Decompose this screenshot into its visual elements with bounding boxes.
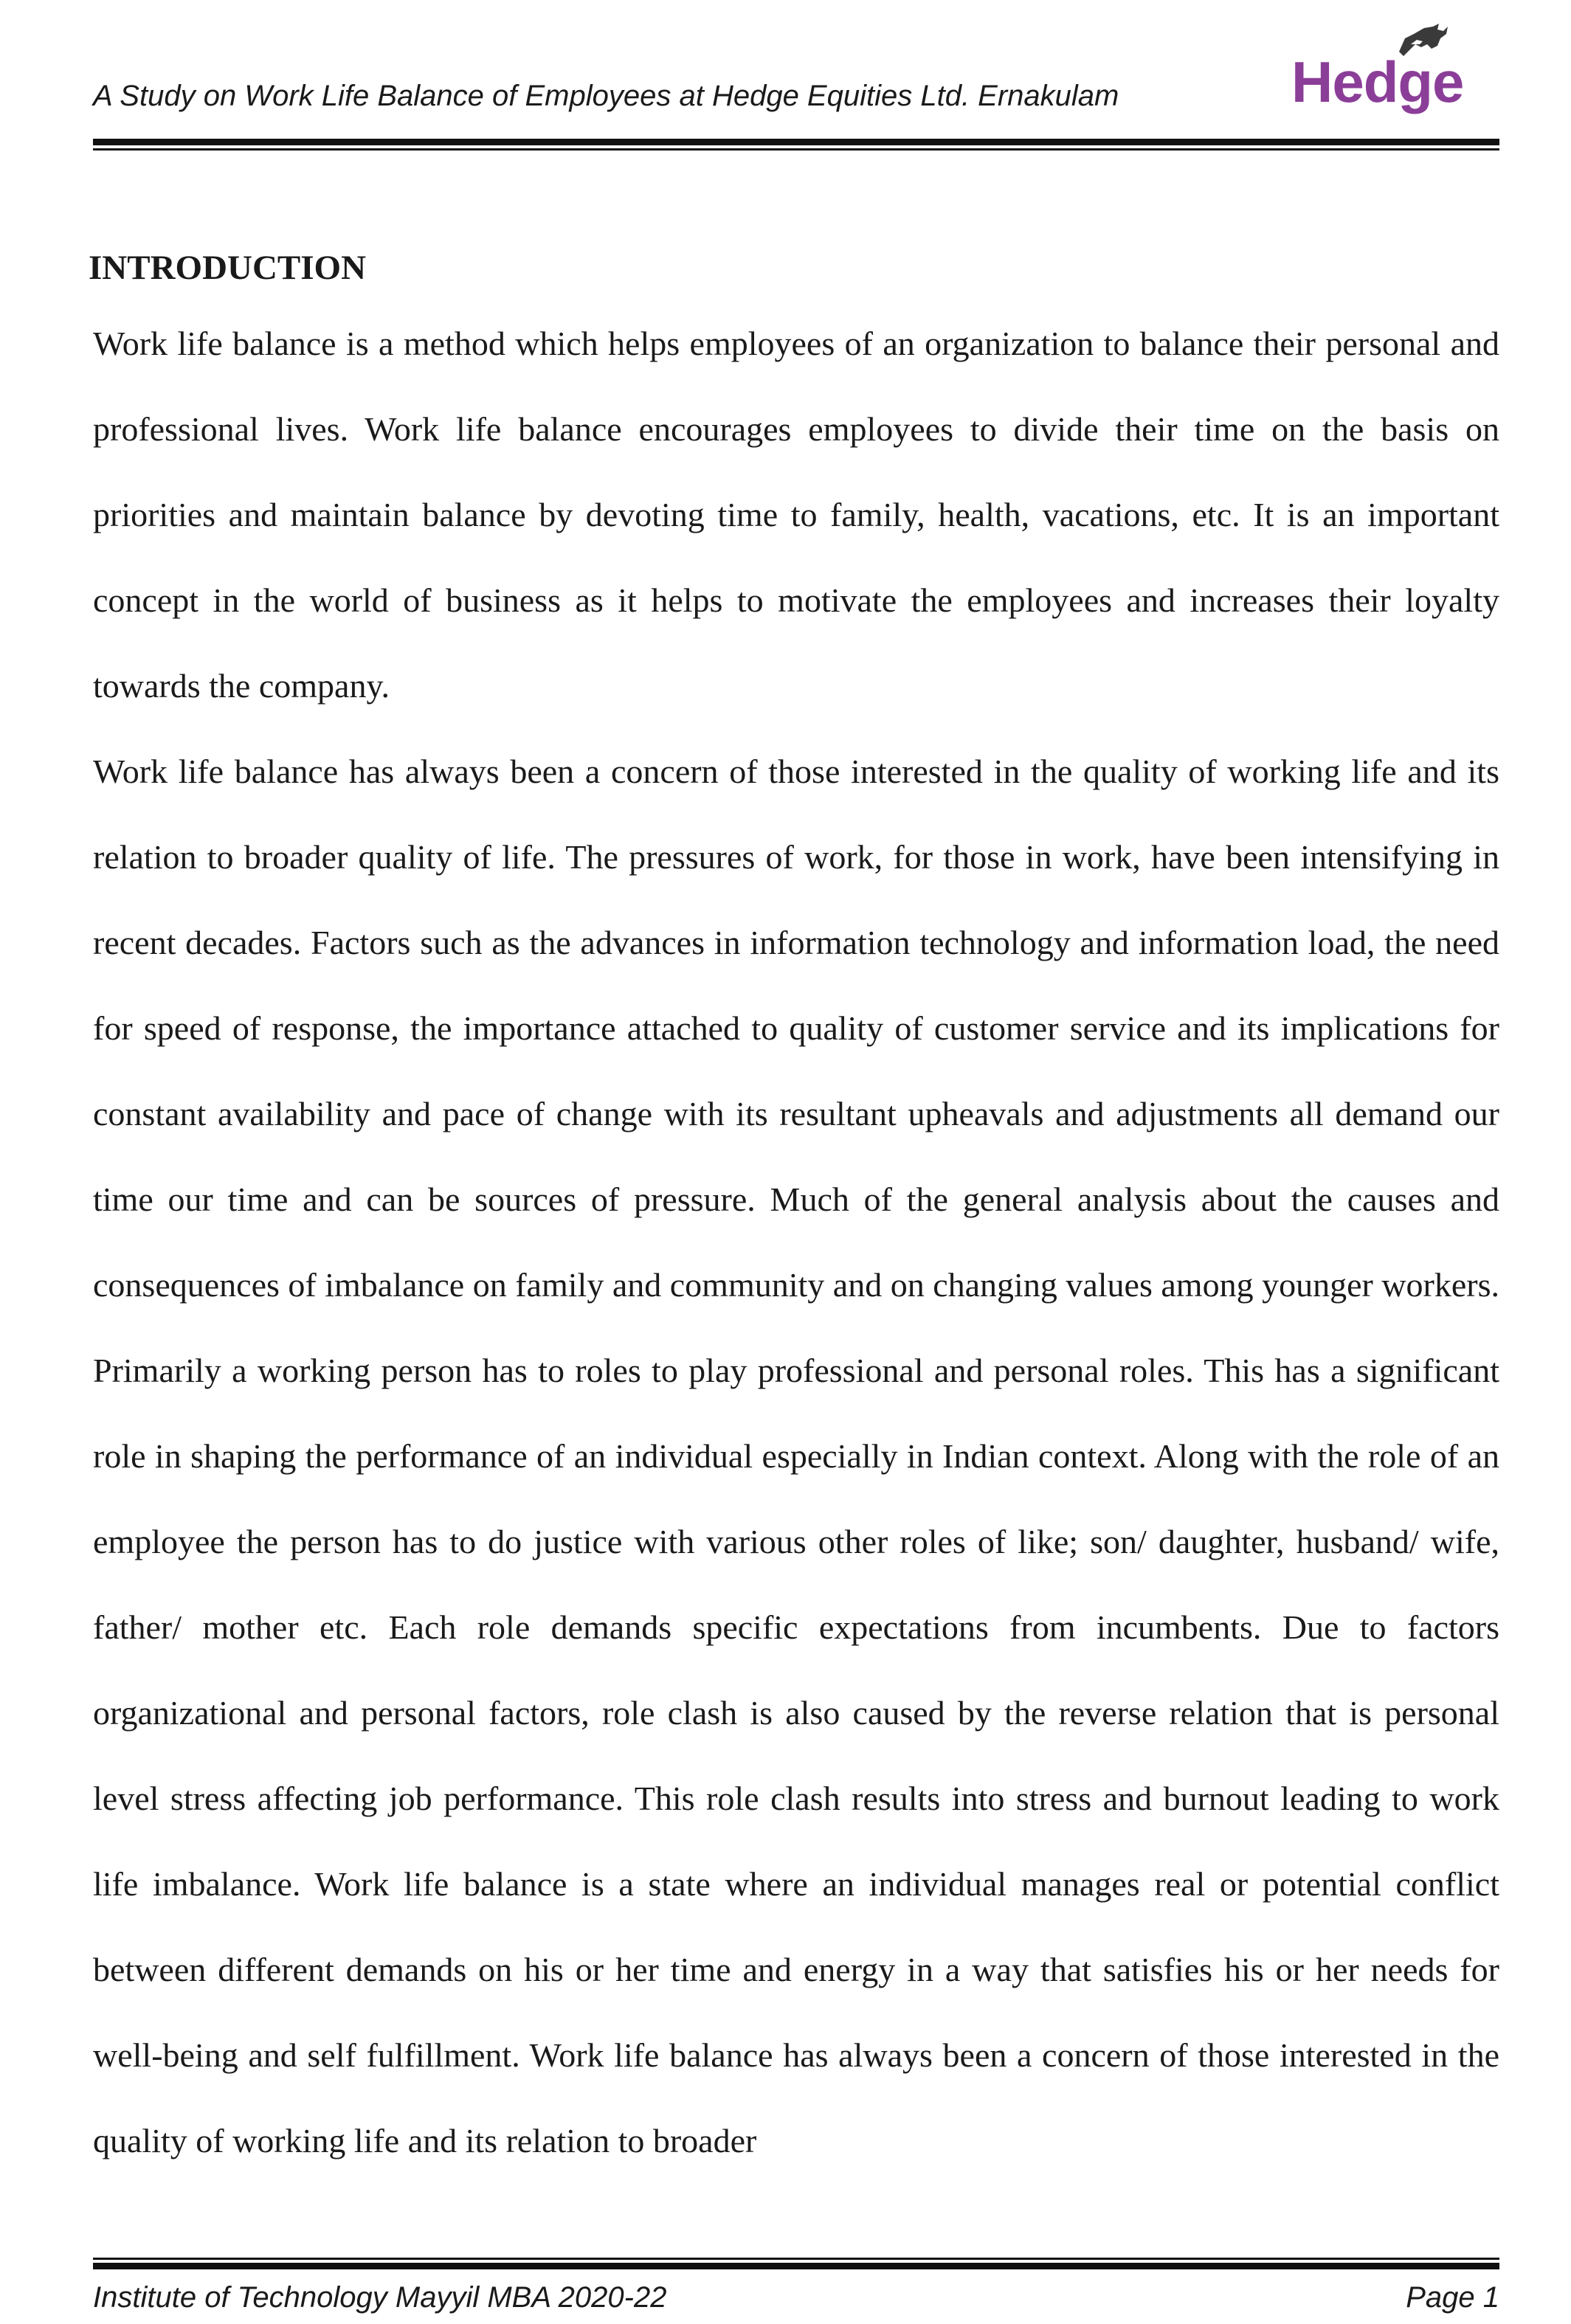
institution-label: Institute of Technology Mayyil MBA 2020-22 xyxy=(93,2281,667,2314)
footer-rule xyxy=(93,2263,1499,2269)
paragraph: Work life balance has always been a concern of those interested in the quality of working life and its relation to broader quality of life. The pressures of work, for those in work, have been intensifying in recent decades. Factors such as the advances in information technology and information load, the need for speed of response, the importance attached to quality of customer service and its implications for constant availability and pace of change with its resultant upheavals and adjustments all demand our time our time and can be sources of pressure. Much of the general analysis about the causes and consequences of imbalance on family and community and on changing values among younger workers. Primarily a working person has to roles to play professional and personal roles. This has a significant role in shaping the performance of an individual especially in Indian context. Along with the role of an employee the person has to do justice with various other roles of like; son/ daughter, husband/ wife, father/ mother etc. Each role demands specific expectations from incumbents. Due to factors organizational and personal factors, role clash is also caused by the reverse relation that is personal level stress affecting job performance. This role clash results into stress and burnout leading to work life imbalance. Work life balance is a state where an individual manages real or potential conflict between different demands on his or her time and energy in a way that satisfies his or her needs for well-being and self fulfillment. Work life balance has always been a concern of those interested in the quality of working life and its relation to broader xyxy=(93,753,1499,2159)
paragraph: Work life balance is a method which helps employees of an organization to balance their personal and professional lives. Work life balance encourages employees to divide their time on the basis on priorities and maintain balance by devoting time to family, health, vacations, etc. It is an important concept in the world of business as it helps to motivate the employees and increases their loyalty towards the company. xyxy=(93,325,1499,705)
document-title: A Study on Work Life Balance of Employees at Hedge Equities Ltd. Ernakulam xyxy=(93,80,1119,112)
header-rule xyxy=(93,139,1499,145)
page-header xyxy=(93,0,1499,155)
page-body xyxy=(89,221,1499,2184)
header-rule-thin xyxy=(93,148,1499,151)
company-logo xyxy=(1291,22,1499,114)
section-heading: INTRODUCTION xyxy=(89,249,367,287)
logo-text: Hedge xyxy=(1291,49,1464,114)
page-number: Page 1 xyxy=(1406,2281,1499,2314)
footer-rule-thin xyxy=(93,2258,1499,2260)
